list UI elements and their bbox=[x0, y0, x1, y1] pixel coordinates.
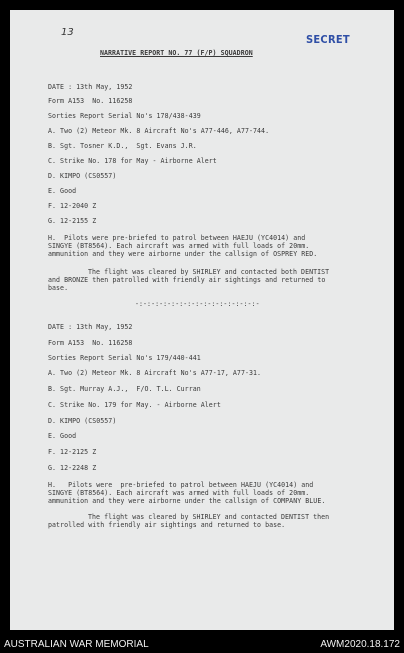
s1-item-d: D. KIMPO (CS0557) bbox=[48, 172, 117, 180]
secret-stamp: SECRET bbox=[306, 33, 350, 46]
s1-para-line3: base. bbox=[48, 284, 69, 292]
footer-accession-number: AWM2020.18.172 bbox=[320, 639, 400, 650]
s2-item-e: E. Good bbox=[48, 432, 77, 440]
s2-date: DATE : 13th May, 1952 bbox=[48, 323, 133, 331]
footer-bar bbox=[0, 636, 404, 653]
s1-item-f: F. 12-2040 Z bbox=[48, 202, 97, 210]
s2-item-h-line3: ammunition and they were airborne under the callsign of COMPANY BLUE. bbox=[48, 497, 326, 505]
s2-item-g: G. 12-2248 Z bbox=[48, 464, 97, 472]
report-title: NARRATIVE REPORT NO. 77 (F/P) SQUADRON bbox=[100, 49, 253, 57]
s2-para-line2: patrolled with friendly air sightings and returned to base. bbox=[48, 521, 286, 529]
s1-sorties: Sorties Report Serial No's 178/438-439 bbox=[48, 112, 201, 120]
footer-institution: AUSTRALIAN WAR MEMORIAL bbox=[4, 639, 149, 650]
s2-form: Form A153 No. 116258 bbox=[48, 339, 133, 347]
s2-item-d: D. KIMPO (CS0557) bbox=[48, 417, 117, 425]
s1-date: DATE : 13th May, 1952 bbox=[48, 83, 133, 91]
s1-item-c: C. Strike No. 178 for May - Airborne Alert bbox=[48, 157, 217, 165]
s2-item-c: C. Strike No. 179 for May. - Airborne Alert bbox=[48, 401, 221, 409]
s2-item-h-line1: H. Pilots were pre-briefed to patrol between HAEJU (YC4014) and bbox=[48, 481, 314, 489]
s1-para-line1: The flight was cleared by SHIRLEY and contacted both DENTIST bbox=[88, 268, 330, 276]
s1-form: Form A153 No. 116258 bbox=[48, 97, 133, 105]
s1-item-h-line2: SINGYE (BT8564). Each aircraft was armed with full loads of 20mm. bbox=[48, 242, 310, 250]
section-separator: -:-:-:-:-:-:-:-:-:-:-:-:-:-:-:- bbox=[135, 300, 260, 308]
s2-item-h-line2: SINGYE (BT8564). Each aircraft was armed with full loads of 20mm. bbox=[48, 489, 310, 497]
document-page bbox=[10, 10, 394, 630]
s2-item-a: A. Two (2) Meteor Mk. 8 Aircraft No's A77-17, A77-31. bbox=[48, 369, 262, 377]
s1-item-a: A. Two (2) Meteor Mk. 8 Aircraft No's A77-446, A77-744. bbox=[48, 127, 270, 135]
s2-item-b: B. Sgt. Murray A.J., F/O. T.L. Curran bbox=[48, 385, 201, 393]
s1-item-e: E. Good bbox=[48, 187, 77, 195]
page-number: 13 bbox=[61, 27, 74, 38]
s1-item-g: G. 12-2155 Z bbox=[48, 217, 97, 225]
s2-para-line1: The flight was cleared by SHIRLEY and contacted DENTIST then bbox=[88, 513, 330, 521]
s1-item-b: B. Sgt. Tosner K.D., Sgt. Evans J.R. bbox=[48, 142, 197, 150]
s2-item-f: F. 12-2125 Z bbox=[48, 448, 97, 456]
s2-sorties: Sorties Report Serial No's 179/440-441 bbox=[48, 354, 201, 362]
s1-para-line2: and BRONZE then patrolled with friendly air sightings and returned to bbox=[48, 276, 326, 284]
s1-item-h-line1: H. Pilots were pre-briefed to patrol between HAEJU (YC4014) and bbox=[48, 234, 306, 242]
s1-item-h-line3: ammunition and they were airborne under the callsign of OSPREY RED. bbox=[48, 250, 318, 258]
